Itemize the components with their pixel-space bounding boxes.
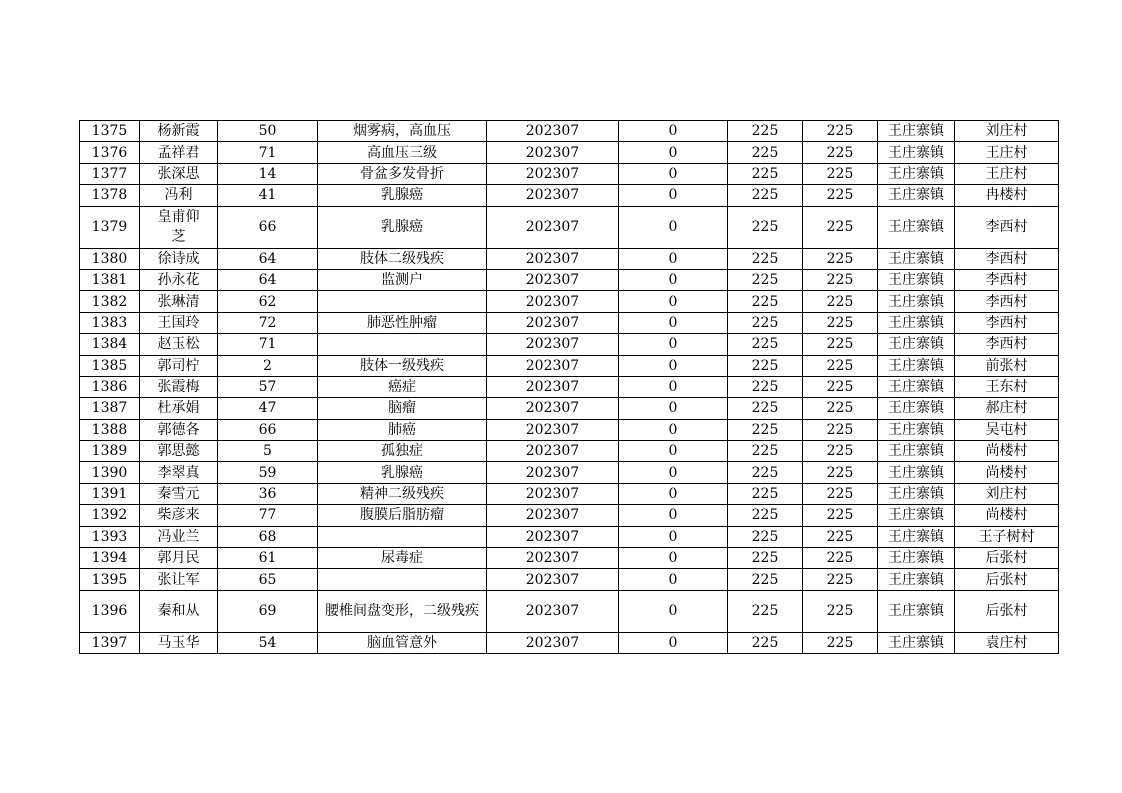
- record-number: 1385: [80, 355, 140, 376]
- person-name: 李翠真: [140, 462, 218, 483]
- amount-col5: 0: [619, 185, 728, 206]
- amount-col6: 225: [728, 462, 803, 483]
- amount-col6: 225: [728, 505, 803, 526]
- period-value: 202307: [487, 121, 619, 142]
- person-age: 47: [218, 398, 318, 419]
- person-name: 皇甫仰芝: [140, 206, 218, 248]
- condition-text: 高血压三级: [318, 142, 487, 163]
- record-number: 1388: [80, 419, 140, 440]
- amount-col7: 225: [803, 312, 878, 333]
- period-value: 202307: [487, 590, 619, 632]
- condition-text: 尿毒症: [318, 548, 487, 569]
- town-name: 王庄寨镇: [878, 590, 955, 632]
- town-name: 王庄寨镇: [878, 142, 955, 163]
- record-number: 1383: [80, 312, 140, 333]
- village-name: 王东村: [955, 376, 1059, 397]
- condition-text: 乳腺癌: [318, 462, 487, 483]
- amount-col7: 225: [803, 548, 878, 569]
- condition-text: [318, 334, 487, 355]
- amount-col5: 0: [619, 376, 728, 397]
- amount-col5: 0: [619, 291, 728, 312]
- person-name: 秦雪元: [140, 483, 218, 504]
- town-name: 王庄寨镇: [878, 163, 955, 184]
- town-name: 王庄寨镇: [878, 206, 955, 248]
- record-number: 1384: [80, 334, 140, 355]
- amount-col6: 225: [728, 376, 803, 397]
- record-number: 1389: [80, 441, 140, 462]
- amount-col5: 0: [619, 526, 728, 547]
- amount-col7: 225: [803, 291, 878, 312]
- person-name: 郭月民: [140, 548, 218, 569]
- period-value: 202307: [487, 142, 619, 163]
- amount-col7: 225: [803, 398, 878, 419]
- period-value: 202307: [487, 419, 619, 440]
- amount-col7: 225: [803, 248, 878, 269]
- person-age: 71: [218, 334, 318, 355]
- period-value: 202307: [487, 376, 619, 397]
- condition-text: [318, 526, 487, 547]
- town-name: 王庄寨镇: [878, 355, 955, 376]
- record-number: 1377: [80, 163, 140, 184]
- period-value: 202307: [487, 185, 619, 206]
- town-name: 王庄寨镇: [878, 312, 955, 333]
- amount-col7: 225: [803, 185, 878, 206]
- village-name: 王子树村: [955, 526, 1059, 547]
- town-name: 王庄寨镇: [878, 505, 955, 526]
- amount-col7: 225: [803, 632, 878, 653]
- amount-col7: 225: [803, 462, 878, 483]
- village-name: 王庄村: [955, 142, 1059, 163]
- amount-col7: 225: [803, 121, 878, 142]
- village-name: 尚楼村: [955, 441, 1059, 462]
- person-name: 张琳清: [140, 291, 218, 312]
- period-value: 202307: [487, 163, 619, 184]
- amount-col7: 225: [803, 334, 878, 355]
- town-name: 王庄寨镇: [878, 462, 955, 483]
- amount-col5: 0: [619, 632, 728, 653]
- person-name: 赵玉松: [140, 334, 218, 355]
- town-name: 王庄寨镇: [878, 569, 955, 590]
- period-value: 202307: [487, 206, 619, 248]
- amount-col6: 225: [728, 185, 803, 206]
- amount-col6: 225: [728, 269, 803, 290]
- amount-col6: 225: [728, 248, 803, 269]
- record-number: 1382: [80, 291, 140, 312]
- record-number: 1387: [80, 398, 140, 419]
- town-name: 王庄寨镇: [878, 483, 955, 504]
- village-name: 李西村: [955, 291, 1059, 312]
- period-value: 202307: [487, 569, 619, 590]
- person-name: 张霞梅: [140, 376, 218, 397]
- village-name: 吴屯村: [955, 419, 1059, 440]
- town-name: 王庄寨镇: [878, 632, 955, 653]
- table-row: [80, 248, 1059, 269]
- town-name: 王庄寨镇: [878, 441, 955, 462]
- village-name: 尚楼村: [955, 462, 1059, 483]
- condition-text: 肺恶性肿瘤: [318, 312, 487, 333]
- person-name: 郭德各: [140, 419, 218, 440]
- condition-text: 监测户: [318, 269, 487, 290]
- amount-col5: 0: [619, 248, 728, 269]
- amount-col6: 225: [728, 121, 803, 142]
- person-age: 66: [218, 419, 318, 440]
- record-number: 1397: [80, 632, 140, 653]
- record-number: 1376: [80, 142, 140, 163]
- town-name: 王庄寨镇: [878, 376, 955, 397]
- amount-col6: 225: [728, 291, 803, 312]
- table-row: [80, 142, 1059, 163]
- village-name: 前张村: [955, 355, 1059, 376]
- amount-col6: 225: [728, 142, 803, 163]
- person-age: 72: [218, 312, 318, 333]
- amount-col7: 225: [803, 569, 878, 590]
- amount-col7: 225: [803, 526, 878, 547]
- amount-col7: 225: [803, 142, 878, 163]
- person-name: 秦和从: [140, 590, 218, 632]
- record-number: 1393: [80, 526, 140, 547]
- person-age: 2: [218, 355, 318, 376]
- condition-text: 腹膜后脂肪瘤: [318, 505, 487, 526]
- record-number: 1396: [80, 590, 140, 632]
- amount-col5: 0: [619, 334, 728, 355]
- record-number: 1391: [80, 483, 140, 504]
- person-age: 61: [218, 548, 318, 569]
- person-name: 郭思懿: [140, 441, 218, 462]
- subsidy-table: [79, 120, 1059, 654]
- amount-col5: 0: [619, 142, 728, 163]
- person-name: 张让军: [140, 569, 218, 590]
- amount-col6: 225: [728, 483, 803, 504]
- town-name: 王庄寨镇: [878, 548, 955, 569]
- period-value: 202307: [487, 548, 619, 569]
- amount-col5: 0: [619, 441, 728, 462]
- amount-col6: 225: [728, 569, 803, 590]
- amount-col5: 0: [619, 483, 728, 504]
- amount-col5: 0: [619, 398, 728, 419]
- table-row: [80, 312, 1059, 333]
- town-name: 王庄寨镇: [878, 269, 955, 290]
- table-row: [80, 334, 1059, 355]
- amount-col5: 0: [619, 269, 728, 290]
- record-number: 1395: [80, 569, 140, 590]
- person-age: 50: [218, 121, 318, 142]
- record-number: 1390: [80, 462, 140, 483]
- record-number: 1375: [80, 121, 140, 142]
- person-age: 69: [218, 590, 318, 632]
- amount-col7: 225: [803, 483, 878, 504]
- record-number: 1380: [80, 248, 140, 269]
- person-age: 77: [218, 505, 318, 526]
- amount-col6: 225: [728, 526, 803, 547]
- village-name: 后张村: [955, 569, 1059, 590]
- condition-text: 乳腺癌: [318, 185, 487, 206]
- town-name: 王庄寨镇: [878, 334, 955, 355]
- person-name: 冯利: [140, 185, 218, 206]
- condition-text: 腰椎间盘变形，二级残疾: [318, 590, 487, 632]
- village-name: 后张村: [955, 548, 1059, 569]
- amount-col6: 225: [728, 398, 803, 419]
- period-value: 202307: [487, 462, 619, 483]
- village-name: 李西村: [955, 269, 1059, 290]
- condition-text: 孤独症: [318, 441, 487, 462]
- period-value: 202307: [487, 248, 619, 269]
- condition-text: 肺癌: [318, 419, 487, 440]
- person-age: 59: [218, 462, 318, 483]
- record-number: 1392: [80, 505, 140, 526]
- table-row: [80, 632, 1059, 653]
- period-value: 202307: [487, 355, 619, 376]
- person-age: 62: [218, 291, 318, 312]
- town-name: 王庄寨镇: [878, 398, 955, 419]
- person-name: 徐诗成: [140, 248, 218, 269]
- period-value: 202307: [487, 505, 619, 526]
- person-age: 41: [218, 185, 318, 206]
- document-page: [79, 120, 1059, 654]
- amount-col6: 225: [728, 355, 803, 376]
- table-row: [80, 462, 1059, 483]
- town-name: 王庄寨镇: [878, 121, 955, 142]
- amount-col6: 225: [728, 419, 803, 440]
- village-name: 王庄村: [955, 163, 1059, 184]
- amount-col5: 0: [619, 569, 728, 590]
- table-row: [80, 419, 1059, 440]
- period-value: 202307: [487, 526, 619, 547]
- table-row: [80, 355, 1059, 376]
- condition-text: 骨盆多发骨折: [318, 163, 487, 184]
- table-row: [80, 269, 1059, 290]
- period-value: 202307: [487, 632, 619, 653]
- person-age: 36: [218, 483, 318, 504]
- village-name: 尚楼村: [955, 505, 1059, 526]
- amount-col5: 0: [619, 163, 728, 184]
- condition-text: [318, 569, 487, 590]
- amount-col5: 0: [619, 419, 728, 440]
- person-name: 冯业兰: [140, 526, 218, 547]
- condition-text: 癌症: [318, 376, 487, 397]
- village-name: 刘庄村: [955, 483, 1059, 504]
- condition-text: 肢体一级残疾: [318, 355, 487, 376]
- table-row: [80, 163, 1059, 184]
- amount-col5: 0: [619, 355, 728, 376]
- period-value: 202307: [487, 398, 619, 419]
- period-value: 202307: [487, 312, 619, 333]
- village-name: 李西村: [955, 206, 1059, 248]
- table-row: [80, 185, 1059, 206]
- record-number: 1379: [80, 206, 140, 248]
- table-row: [80, 569, 1059, 590]
- table-row: [80, 376, 1059, 397]
- village-name: 李西村: [955, 334, 1059, 355]
- amount-col7: 225: [803, 419, 878, 440]
- amount-col5: 0: [619, 121, 728, 142]
- amount-col6: 225: [728, 441, 803, 462]
- person-name: 孟祥君: [140, 142, 218, 163]
- amount-col5: 0: [619, 206, 728, 248]
- table-row: [80, 398, 1059, 419]
- amount-col6: 225: [728, 312, 803, 333]
- period-value: 202307: [487, 334, 619, 355]
- amount-col6: 225: [728, 206, 803, 248]
- table-row: [80, 441, 1059, 462]
- condition-text: 乳腺癌: [318, 206, 487, 248]
- record-number: 1394: [80, 548, 140, 569]
- amount-col7: 225: [803, 355, 878, 376]
- amount-col5: 0: [619, 548, 728, 569]
- town-name: 王庄寨镇: [878, 248, 955, 269]
- table-row: [80, 483, 1059, 504]
- village-name: 后张村: [955, 590, 1059, 632]
- amount-col5: 0: [619, 462, 728, 483]
- person-name: 柴彦来: [140, 505, 218, 526]
- amount-col7: 225: [803, 376, 878, 397]
- person-age: 66: [218, 206, 318, 248]
- person-age: 54: [218, 632, 318, 653]
- amount-col6: 225: [728, 163, 803, 184]
- table-row: [80, 291, 1059, 312]
- amount-col6: 225: [728, 632, 803, 653]
- village-name: 刘庄村: [955, 121, 1059, 142]
- person-age: 68: [218, 526, 318, 547]
- amount-col5: 0: [619, 590, 728, 632]
- village-name: 李西村: [955, 312, 1059, 333]
- table-body: [80, 121, 1059, 654]
- condition-text: 烟雾病，高血压: [318, 121, 487, 142]
- town-name: 王庄寨镇: [878, 291, 955, 312]
- amount-col6: 225: [728, 334, 803, 355]
- amount-col7: 225: [803, 590, 878, 632]
- period-value: 202307: [487, 441, 619, 462]
- person-age: 64: [218, 269, 318, 290]
- person-name: 张深思: [140, 163, 218, 184]
- person-name: 马玉华: [140, 632, 218, 653]
- record-number: 1386: [80, 376, 140, 397]
- town-name: 王庄寨镇: [878, 526, 955, 547]
- person-age: 14: [218, 163, 318, 184]
- condition-text: [318, 291, 487, 312]
- person-name: 王国玲: [140, 312, 218, 333]
- period-value: 202307: [487, 291, 619, 312]
- table-row: [80, 206, 1059, 248]
- amount-col5: 0: [619, 312, 728, 333]
- amount-col7: 225: [803, 269, 878, 290]
- table-row: [80, 505, 1059, 526]
- condition-text: 脑瘤: [318, 398, 487, 419]
- table-row: [80, 121, 1059, 142]
- village-name: 郝庄村: [955, 398, 1059, 419]
- record-number: 1378: [80, 185, 140, 206]
- record-number: 1381: [80, 269, 140, 290]
- person-name: 杜承娟: [140, 398, 218, 419]
- village-name: 冉楼村: [955, 185, 1059, 206]
- person-age: 71: [218, 142, 318, 163]
- town-name: 王庄寨镇: [878, 419, 955, 440]
- amount-col7: 225: [803, 441, 878, 462]
- period-value: 202307: [487, 483, 619, 504]
- person-age: 64: [218, 248, 318, 269]
- village-name: 李西村: [955, 248, 1059, 269]
- table-row: [80, 590, 1059, 632]
- amount-col7: 225: [803, 505, 878, 526]
- table-row: [80, 526, 1059, 547]
- person-name: 孙永花: [140, 269, 218, 290]
- period-value: 202307: [487, 269, 619, 290]
- person-age: 65: [218, 569, 318, 590]
- person-age: 5: [218, 441, 318, 462]
- person-name: 郭司柠: [140, 355, 218, 376]
- person-age: 57: [218, 376, 318, 397]
- amount-col7: 225: [803, 163, 878, 184]
- condition-text: 精神二级残疾: [318, 483, 487, 504]
- amount-col7: 225: [803, 206, 878, 248]
- amount-col5: 0: [619, 505, 728, 526]
- condition-text: 肢体二级残疾: [318, 248, 487, 269]
- condition-text: 脑血管意外: [318, 632, 487, 653]
- village-name: 袁庄村: [955, 632, 1059, 653]
- table-row: [80, 548, 1059, 569]
- town-name: 王庄寨镇: [878, 185, 955, 206]
- person-name: 杨新霞: [140, 121, 218, 142]
- amount-col6: 225: [728, 590, 803, 632]
- amount-col6: 225: [728, 548, 803, 569]
